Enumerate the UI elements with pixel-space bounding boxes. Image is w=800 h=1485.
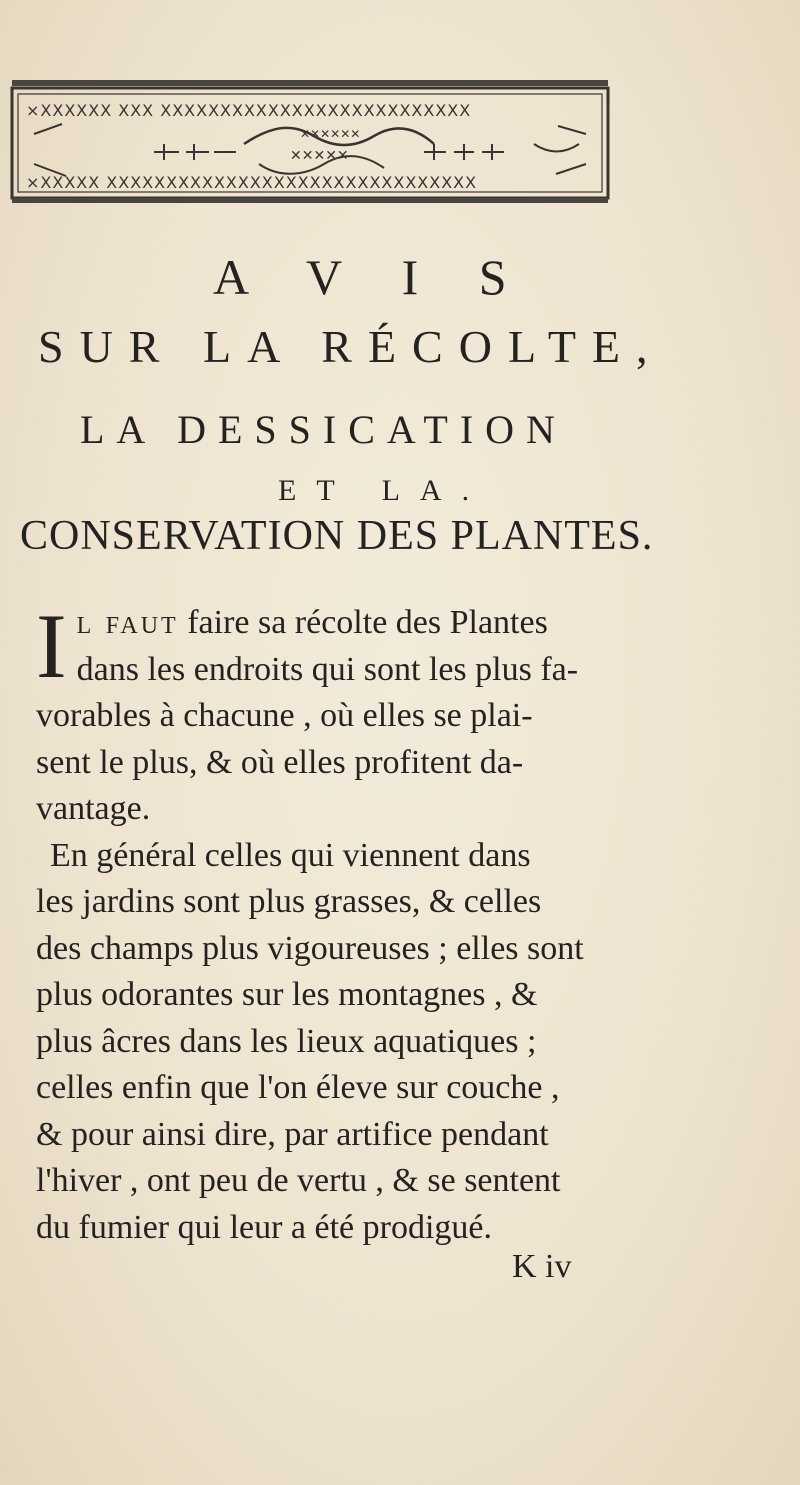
body-line: des champs plus vigoureuses ; elles sont [36, 929, 584, 967]
svg-text:✕✕✕✕✕: ✕✕✕✕✕ [290, 148, 349, 164]
body-line: celles enfin que l'on éleve sur couche , [36, 1069, 560, 1106]
body-line: plus âcres dans les lieux aquatiques ; [36, 1022, 537, 1060]
body-line: vorables à chacune , où elles se plai- [36, 697, 533, 734]
svg-text:×XXXXX XXXXXXXXXXXXXXXXXXXXXXX: ×XXXXX XXXXXXXXXXXXXXXXXXXXXXXXXXXXXXX [26, 173, 478, 192]
body-line: l'hiver , ont peu de vertu , & se sentent [36, 1162, 561, 1199]
body-line: du fumier qui leur a été prodigué. [36, 1208, 493, 1246]
drop-cap: I [36, 595, 67, 697]
body-line: vantage. [36, 790, 151, 827]
body-line: sent le plus, & où elles profitent da- [36, 743, 524, 781]
body-text [36, 595, 756, 1251]
svg-text:×XXXXXX XXX XXXXXXXXXXXXXXXXXX: ×XXXXXX XXX XXXXXXXXXXXXXXXXXXXXXXXXXX [26, 101, 472, 120]
title-recolte: SUR LA RÉCOLTE, [38, 321, 664, 372]
body-line: les jardins sont plus grasses, & celles [36, 883, 542, 920]
title-avis: A V I S [213, 249, 531, 305]
title-conservation: CONSERVATION DES PLANTES. [20, 513, 654, 559]
ornamental-headpiece [4, 64, 616, 204]
body-line: plus odorantes sur les montagnes , & [36, 976, 538, 1013]
svg-text:✕✕✕✕✕✕: ✕✕✕✕✕✕ [300, 127, 361, 141]
body-line: & pour ainsi dire, par artifice pendant [36, 1115, 549, 1153]
catchword-signature: K iv [512, 1248, 572, 1285]
body-line: En général celles qui viennent dans [50, 836, 531, 874]
body-line [36, 600, 756, 647]
title-et-la: ET LA. [278, 474, 490, 507]
small-caps-opening: l faut [76, 604, 179, 641]
title-dessication: LA DESSICATION [80, 407, 567, 452]
body-line-rest: faire sa récolte des Plantes [178, 604, 548, 641]
body-line: dans les endroits qui sont les plus fa- [76, 650, 579, 688]
